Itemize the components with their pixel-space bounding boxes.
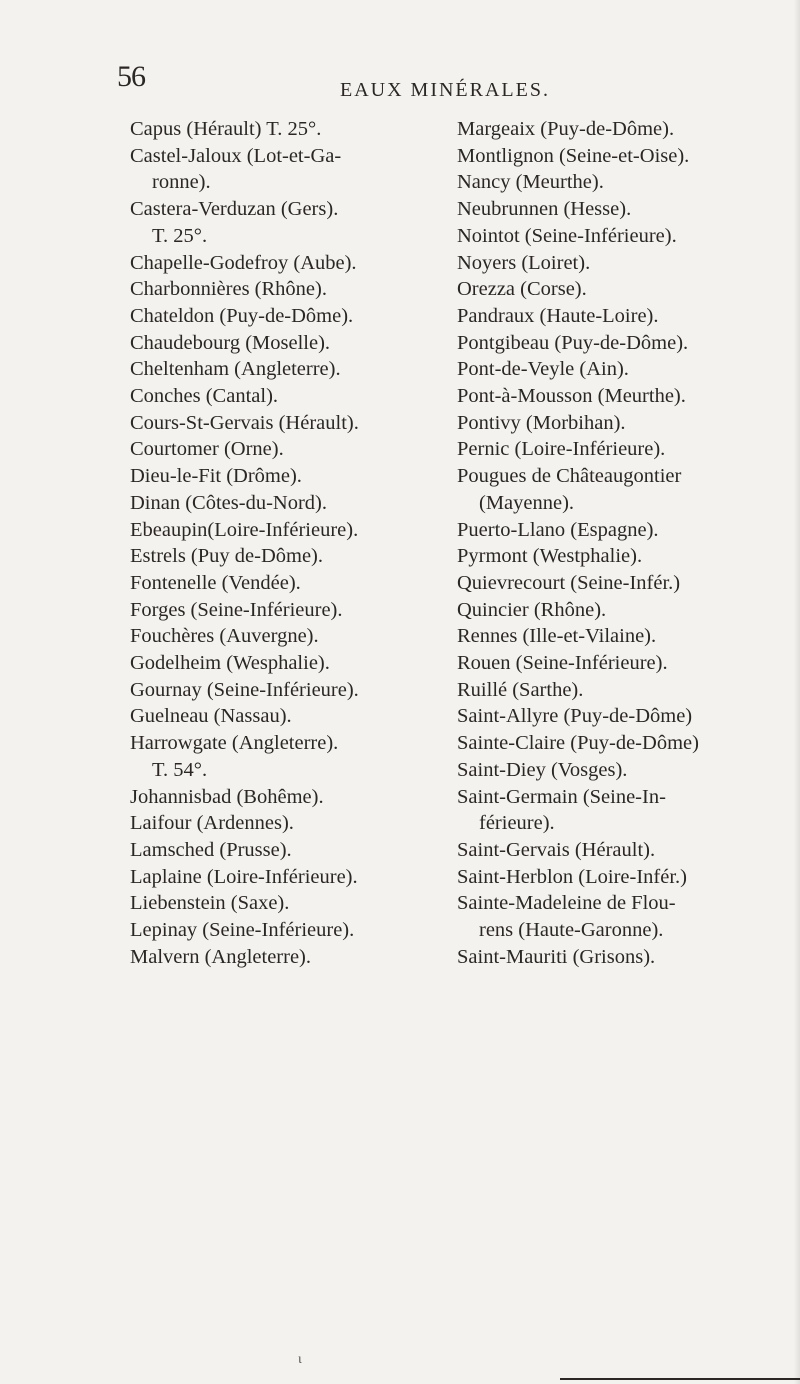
list-item — [457, 703, 777, 730]
list-item — [130, 543, 430, 570]
entry-text: Sainte-Claire (Puy-de-Dôme) — [457, 732, 699, 755]
list-item — [130, 410, 430, 437]
list-item — [130, 570, 430, 597]
list-item — [130, 383, 430, 410]
entry-continuation: T. 25°. — [152, 224, 208, 247]
list-item — [130, 810, 430, 837]
list-item — [457, 169, 777, 196]
left-column — [130, 116, 430, 971]
list-item — [130, 490, 430, 517]
entry-continuation: ronne). — [152, 171, 211, 194]
entry-text: Margeaix (Puy-de-Dôme). — [457, 118, 675, 140]
list-item — [130, 730, 430, 783]
page-edge-shadow — [794, 0, 800, 1384]
list-item — [130, 784, 430, 811]
entry-text: Estrels (Puy de-Dôme). — [130, 545, 323, 568]
entry-continuation: rens (Haute-Garonne). — [479, 919, 664, 942]
entry-text: Lamsched (Prusse). — [130, 838, 292, 861]
entry-text: Pougues de Châteaugontier — [457, 465, 682, 488]
list-item — [130, 143, 430, 196]
list-item — [130, 864, 430, 891]
entry-text: Montlignon (Seine-et-Oise). — [457, 144, 690, 167]
list-item — [130, 917, 430, 944]
entry-text: Guelneau (Nassau). — [130, 705, 292, 728]
list-item — [457, 650, 777, 677]
list-item — [130, 837, 430, 864]
list-item — [130, 196, 430, 249]
list-item — [130, 330, 430, 357]
entry-text: Ruillé (Sarthe). — [457, 678, 584, 701]
list-item — [130, 116, 430, 143]
entry-text: Puerto-Llano (Espagne). — [457, 518, 659, 541]
entry-text: Sainte-Madeleine de Flou- — [457, 892, 676, 915]
entry-text: Saint-Germain (Seine-In- — [457, 785, 666, 808]
list-item — [457, 890, 777, 943]
entry-text: Chaudebourg (Moselle). — [130, 331, 331, 354]
entry-text: Nancy (Meurthe). — [457, 171, 604, 194]
list-item — [457, 116, 777, 143]
entry-text: Saint-Herblon (Loire-Infér.) — [457, 865, 687, 888]
entry-text: Saint-Diey (Vosges). — [457, 758, 628, 781]
list-item — [130, 517, 430, 544]
entry-text: Charbonnières (Rhône). — [130, 278, 327, 301]
list-item — [457, 837, 777, 864]
list-item — [457, 944, 777, 971]
list-item — [457, 784, 777, 837]
list-item — [130, 356, 430, 383]
list-item — [457, 330, 777, 357]
entry-text: Pont-de-Veyle (Ain). — [457, 358, 629, 381]
list-item — [457, 196, 777, 223]
entry-text: Johannisbad (Bohême). — [130, 785, 324, 808]
page-number: 56 — [117, 60, 145, 93]
entry-text: Quievrecourt (Seine-Infér.) — [457, 571, 681, 594]
entry-text: Courtomer (Orne). — [130, 438, 284, 461]
list-item — [457, 570, 777, 597]
entry-text: Dieu-le-Fit (Drôme). — [130, 465, 302, 488]
entry-text: Rennes (Ille-et-Vilaine). — [457, 625, 657, 648]
entry-text: Castera-Verduzan (Gers). — [130, 198, 339, 221]
list-item — [130, 250, 430, 277]
entry-text: Saint-Allyre (Puy-de-Dôme) — [457, 705, 693, 728]
entry-text: Godelheim (Wesphalie). — [130, 652, 330, 675]
entry-text: Pontivy (Morbihan). — [457, 411, 626, 434]
page-corner-rule — [560, 1378, 800, 1380]
entry-text: Fontenelle (Vendée). — [130, 571, 301, 594]
entry-continuation: férieure). — [479, 812, 555, 835]
list-item — [130, 436, 430, 463]
list-item — [457, 383, 777, 410]
right-column — [457, 116, 777, 971]
entry-text: Gournay (Seine-Inférieure). — [130, 678, 359, 701]
list-item — [130, 703, 430, 730]
entry-text: Noyers (Loiret). — [457, 251, 591, 274]
entry-continuation: T. 54°. — [152, 758, 208, 781]
entry-text: Laplaine (Loire-Inférieure). — [130, 865, 358, 888]
list-item — [130, 463, 430, 490]
list-item — [130, 677, 430, 704]
list-item — [130, 944, 430, 971]
entry-text: Dinan (Côtes-du-Nord). — [130, 491, 327, 514]
entry-text: Lepinay (Seine-Inférieure). — [130, 919, 355, 942]
entry-text: Cours-St-Gervais (Hérault). — [130, 411, 359, 434]
list-item — [457, 436, 777, 463]
entry-text: Neubrunnen (Hesse). — [457, 198, 632, 221]
entry-text: Pandraux (Haute-Loire). — [457, 304, 659, 327]
list-item — [457, 757, 777, 784]
entry-text: Pont-à-Mousson (Meurthe). — [457, 385, 686, 408]
entry-text: Ebeaupin(Loire-Inférieure). — [130, 518, 359, 541]
running-head: EAUX MINÉRALES. — [340, 79, 550, 101]
list-item — [457, 463, 777, 516]
list-item — [457, 356, 777, 383]
entry-text: Capus (Hérault) T. 25°. — [130, 118, 322, 140]
entry-text: Liebenstein (Saxe). — [130, 892, 290, 915]
entry-text: Pernic (Loire-Inférieure). — [457, 438, 666, 461]
list-item — [130, 623, 430, 650]
list-item — [457, 677, 777, 704]
list-item — [457, 864, 777, 891]
entry-text: Castel-Jaloux (Lot-et-Ga- — [130, 144, 342, 167]
entry-continuation: (Mayenne). — [479, 491, 575, 514]
entry-text: Chapelle-Godefroy (Aube). — [130, 251, 357, 274]
entry-text: Rouen (Seine-Inférieure). — [457, 652, 668, 675]
list-item — [457, 623, 777, 650]
entry-text: Quincier (Rhône). — [457, 598, 607, 621]
entry-text: Saint-Mauriti (Grisons). — [457, 945, 656, 968]
entry-text: Conches (Cantal). — [130, 385, 279, 408]
list-item — [457, 597, 777, 624]
list-item — [457, 223, 777, 250]
list-item — [130, 650, 430, 677]
list-item — [130, 597, 430, 624]
list-item — [457, 143, 777, 170]
list-item — [457, 543, 777, 570]
list-item — [457, 250, 777, 277]
entry-text: Malvern (Angleterre). — [130, 945, 311, 968]
entry-text: Cheltenham (Angleterre). — [130, 358, 341, 381]
list-item — [457, 730, 777, 757]
entry-text: Orezza (Corse). — [457, 278, 587, 301]
entry-text: Pyrmont (Westphalie). — [457, 545, 643, 568]
entry-text: Chateldon (Puy-de-Dôme). — [130, 304, 354, 327]
entry-text: Pontgibeau (Puy-de-Dôme). — [457, 331, 689, 354]
entry-text: Harrowgate (Angleterre). — [130, 732, 339, 755]
entry-text: Forges (Seine-Inférieure). — [130, 598, 343, 621]
entry-text: Fouchères (Auvergne). — [130, 625, 319, 648]
list-item — [457, 410, 777, 437]
entry-text: Saint-Gervais (Hérault). — [457, 838, 656, 861]
entry-text: Laifour (Ardennes). — [130, 812, 294, 835]
list-item — [130, 890, 430, 917]
list-item — [130, 303, 430, 330]
bottom-mark: ι — [298, 1352, 302, 1367]
list-item — [457, 517, 777, 544]
list-item — [130, 276, 430, 303]
list-item — [457, 276, 777, 303]
list-item — [457, 303, 777, 330]
entry-text: Nointot (Seine-Inférieure). — [457, 224, 677, 247]
